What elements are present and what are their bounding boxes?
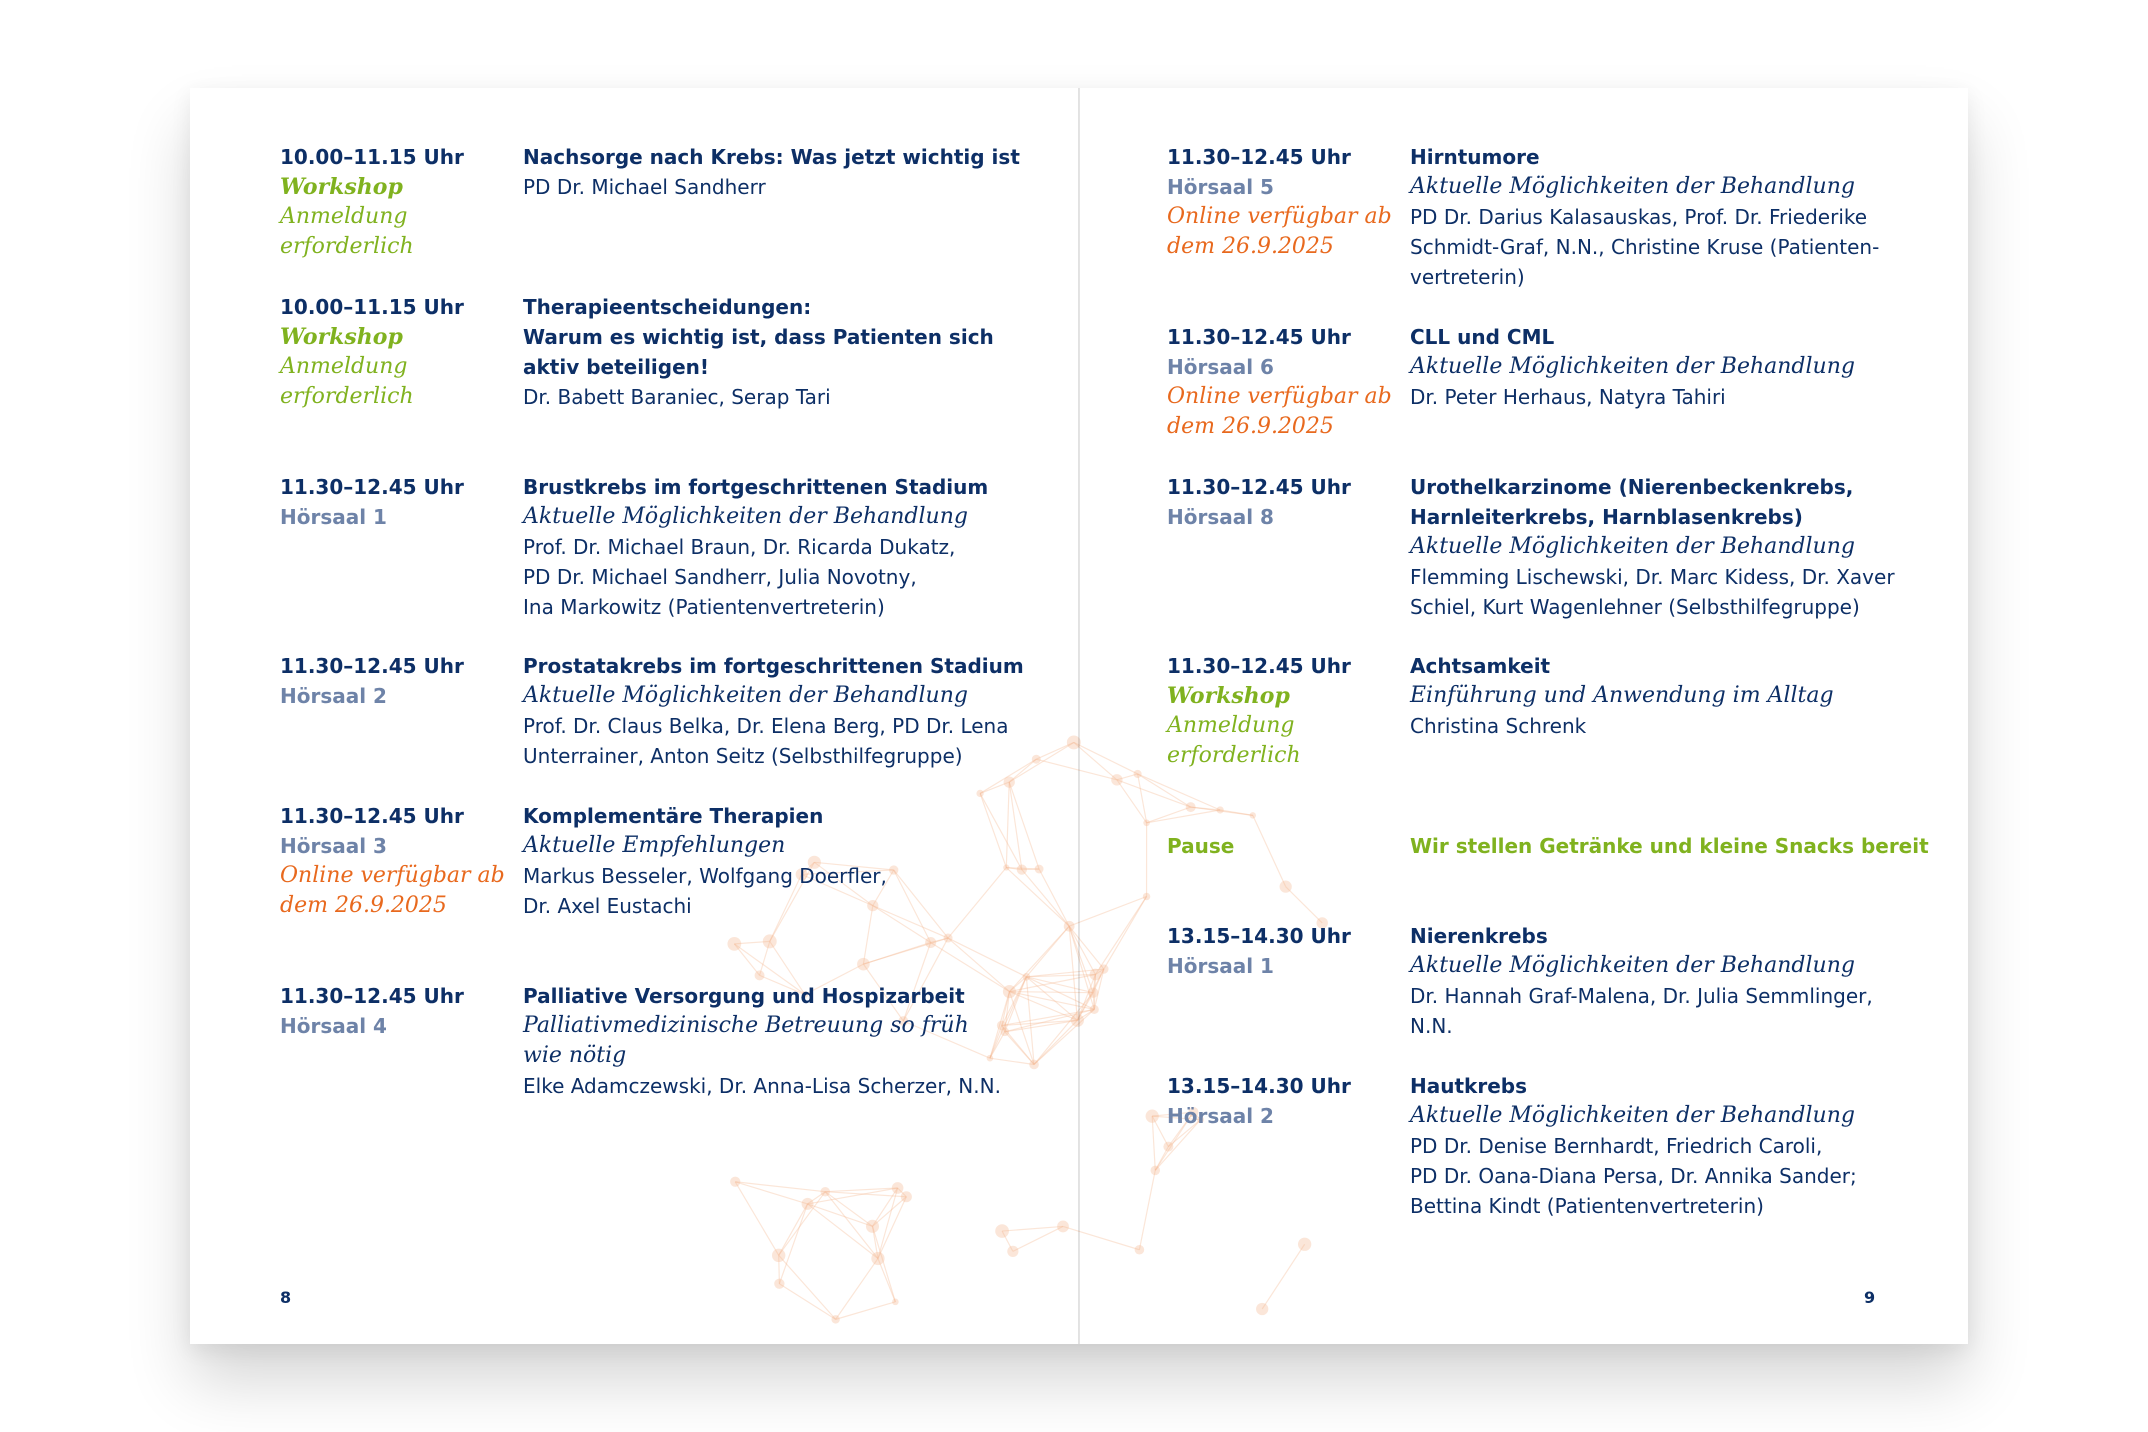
network-node (1217, 806, 1224, 813)
session-room: Hörsaal 4 (280, 1014, 387, 1038)
registration-note: erforderlich (1167, 743, 1301, 768)
network-link (1077, 974, 1095, 1020)
network-link (1026, 926, 1069, 977)
network-link (734, 944, 759, 975)
network-node (727, 937, 741, 951)
network-link (1093, 969, 1104, 993)
session-speakers: Markus Besseler, Wolfgang Doerfler, (523, 864, 887, 888)
network-node (1186, 802, 1196, 812)
entry-meta (1167, 472, 1397, 532)
session-subtitle: Palliativmedizinische Betreuung so früh (523, 1013, 969, 1038)
session-subtitle: Aktuelle Möglichkeiten der Behandlung (523, 683, 968, 708)
network-node (995, 1224, 1009, 1238)
network-link (1138, 774, 1221, 810)
network-link (1191, 807, 1253, 815)
session-speakers: PD Dr. Michael Sandherr, Julia Novotny, (523, 565, 917, 589)
registration-note: Anmeldung (1167, 713, 1295, 738)
online-availability: Online verfügbar ab (1167, 204, 1392, 229)
network-link (825, 1188, 897, 1192)
session-speakers: Dr. Babett Baraniec, Serap Tari (523, 385, 831, 409)
network-link (735, 1182, 825, 1192)
entry-details (1410, 831, 1929, 861)
session-title: Brustkrebs im fortgeschrittenen Stadium (523, 475, 989, 499)
network-link (1191, 807, 1220, 810)
online-availability: Online verfügbar ab (1167, 384, 1392, 409)
network-link (1039, 869, 1069, 926)
network-node (1099, 964, 1108, 973)
pause-label: Pause (1167, 834, 1235, 858)
network-node (1280, 881, 1292, 893)
network-node (763, 934, 777, 948)
network-node (976, 790, 983, 797)
session-speakers: PD Dr. Michael Sandherr (523, 175, 766, 199)
session-speakers: Elke Adamczewski, Dr. Anna-Lisa Scherzer, N.N. (523, 1074, 1001, 1098)
session-title: CLL und CML (1410, 325, 1555, 349)
network-link (760, 941, 770, 975)
network-link (1026, 969, 1103, 977)
network-link (1094, 974, 1095, 1009)
network-node (1007, 1246, 1018, 1257)
network-node (1135, 1245, 1145, 1255)
network-node (772, 1249, 785, 1262)
entry-meta (1167, 831, 1397, 861)
network-link (898, 1188, 907, 1197)
network-link (1069, 896, 1146, 926)
session-speakers: Bettina Kindt (Patientenvertreterin) (1410, 1194, 1764, 1218)
online-availability: dem 26.9.2025 (1167, 414, 1334, 439)
session-speakers: vertreterin) (1410, 265, 1525, 289)
network-node (871, 1252, 884, 1265)
network-node (925, 937, 936, 948)
session-title: Achtsamkeit (1410, 654, 1551, 678)
network-link (734, 941, 769, 943)
entry-details (1410, 322, 1910, 412)
network-node (1035, 865, 1044, 874)
network-link (1026, 977, 1093, 993)
network-node (1032, 755, 1041, 764)
network-link (1034, 1020, 1077, 1064)
session-time: 11.30–12.45 Uhr (280, 475, 464, 499)
network-node (1088, 987, 1098, 997)
session-type: Workshop (280, 324, 403, 350)
session-title: Warum es wichtig ist, dass Patienten sich (523, 325, 994, 349)
network-link (1026, 977, 1077, 1021)
session-title: Therapieentscheidungen: (523, 295, 812, 319)
session-speakers: Dr. Peter Herhaus, Natyra Tahiri (1410, 385, 1726, 409)
session-speakers: PD Dr. Oana-Diana Persa, Dr. Annika Sander; (1410, 1164, 1857, 1188)
session-room: Hörsaal 1 (1167, 954, 1274, 978)
brochure-spread (190, 88, 1968, 1344)
network-link (872, 1197, 906, 1227)
network-link (863, 938, 948, 964)
session-title: Hirntumore (1410, 145, 1540, 169)
entry-meta (280, 142, 510, 262)
session-subtitle: Aktuelle Möglichkeiten der Behandlung (1410, 1103, 1855, 1128)
network-node (802, 1198, 814, 1210)
network-link (808, 1204, 878, 1259)
network-link (1022, 870, 1069, 927)
center-fold (1078, 88, 1080, 1344)
network-link (872, 1226, 895, 1302)
network-link (1013, 1226, 1063, 1251)
session-subtitle: Aktuelle Möglichkeiten der Behandlung (1410, 354, 1855, 379)
network-link (1034, 993, 1093, 1065)
online-availability: dem 26.9.2025 (1167, 234, 1334, 259)
session-title: Nierenkrebs (1410, 924, 1548, 948)
session-speakers: Flemming Lischewski, Dr. Marc Kidess, Dr. Xaver (1410, 565, 1895, 589)
network-node (1134, 770, 1142, 778)
network-link (779, 1192, 826, 1256)
network-node (774, 1279, 784, 1289)
session-title: Nachsorge nach Krebs: Was jetzt wichtig ist (523, 145, 1020, 169)
session-time: 11.30–12.45 Uhr (1167, 145, 1351, 169)
session-title: Komplementäre Therapien (523, 804, 824, 828)
session-time: 11.30–12.45 Uhr (1167, 325, 1351, 349)
network-node (1064, 921, 1075, 932)
network-link (808, 1204, 873, 1226)
session-subtitle: Aktuelle Empfehlungen (523, 833, 786, 858)
network-link (779, 1204, 808, 1255)
network-link (1093, 993, 1094, 1010)
network-link (1152, 1116, 1155, 1170)
entry-meta (280, 981, 510, 1041)
session-time: 10.00–11.15 Uhr (280, 295, 464, 319)
session-subtitle: Aktuelle Möglichkeiten der Behandlung (1410, 174, 1855, 199)
page-number-right: 9 (1864, 1288, 1876, 1307)
network-link (779, 1284, 835, 1320)
network-link (1036, 759, 1117, 780)
network-node (755, 970, 765, 980)
network-node (1057, 1221, 1069, 1233)
session-type: Workshop (280, 174, 403, 200)
entry-meta (1167, 1071, 1397, 1131)
session-speakers: PD Dr. Darius Kalasauskas, Prof. Dr. Friederike (1410, 205, 1868, 229)
network-node (1150, 1166, 1160, 1176)
network-link (1069, 926, 1094, 1009)
network-link (836, 1258, 878, 1319)
pause-text: Wir stellen Getränke und kleine Snacks bereit (1410, 834, 1929, 858)
network-link (735, 1182, 778, 1256)
network-node (901, 1191, 912, 1202)
entry-meta (1167, 142, 1397, 262)
entry-details (1410, 142, 1910, 292)
session-time: 13.15–14.30 Uhr (1167, 1074, 1351, 1098)
network-node (831, 1315, 839, 1323)
network-link (1069, 926, 1104, 969)
session-speakers: Schmidt-Graf, N.N., Christine Kruse (Patienten- (1410, 235, 1880, 259)
entry-details (523, 981, 1023, 1101)
network-link (980, 782, 1009, 793)
network-link (779, 1255, 780, 1283)
network-link (825, 1192, 872, 1227)
online-availability: Online verfügbar ab (280, 863, 505, 888)
session-time: 11.30–12.45 Uhr (280, 654, 464, 678)
network-link (1138, 774, 1147, 823)
network-node (1111, 774, 1122, 785)
entry-meta (1167, 921, 1397, 981)
network-link (1147, 807, 1191, 823)
network-link (1094, 969, 1104, 1009)
network-node (1023, 973, 1031, 981)
session-title: Palliative Versorgung und Hospizarbeit (523, 984, 965, 1008)
session-subtitle: Aktuelle Möglichkeiten der Behandlung (1410, 534, 1855, 559)
network-link (1220, 810, 1253, 815)
network-link (836, 1302, 896, 1320)
entry-details (1410, 921, 1910, 1041)
network-link (735, 1182, 807, 1204)
network-link (1117, 780, 1191, 807)
session-speakers: PD Dr. Denise Bernhardt, Friedrich Caroli, (1410, 1134, 1823, 1158)
network-link (1095, 896, 1146, 974)
network-link (1063, 1226, 1139, 1249)
session-speakers: Ina Markowitz (Patientenvertreterin) (523, 595, 885, 619)
entry-meta (1167, 651, 1397, 771)
network-link (1026, 977, 1034, 1065)
network-link (1026, 977, 1094, 1010)
session-speakers: Dr. Hannah Graf-Malena, Dr. Julia Semmlinger, (1410, 984, 1873, 1008)
network-link (872, 1226, 877, 1258)
network-link (1117, 780, 1147, 823)
network-link (1069, 926, 1077, 1020)
network-link (1093, 974, 1095, 992)
session-speakers: Schiel, Kurt Wagenlehner (Selbsthilfegruppe) (1410, 595, 1860, 619)
network-link (872, 1188, 897, 1226)
session-room: Hörsaal 6 (1167, 355, 1274, 379)
page-number-left: 8 (280, 1288, 292, 1307)
session-subtitle: Aktuelle Möglichkeiten der Behandlung (523, 504, 968, 529)
network-link (1104, 896, 1147, 969)
network-node (866, 1220, 879, 1233)
network-link (825, 1192, 906, 1197)
session-speakers: Prof. Dr. Claus Belka, Dr. Elena Berg, PD Dr. Lena (523, 714, 1009, 738)
session-time: 11.30–12.45 Uhr (1167, 475, 1351, 499)
session-room: Hörsaal 2 (1167, 1104, 1274, 1128)
network-node (1090, 1005, 1099, 1014)
session-title: Urothelkarzinome (Nierenbeckenkrebs, (1410, 475, 1854, 499)
network-link (1034, 1009, 1094, 1064)
registration-note: erforderlich (280, 234, 414, 259)
session-room: Hörsaal 5 (1167, 175, 1274, 199)
network-link (1002, 1231, 1013, 1251)
session-title: aktiv beteiligen! (523, 355, 710, 379)
online-availability: dem 26.9.2025 (280, 893, 447, 918)
entry-meta (280, 472, 510, 532)
network-link (863, 942, 930, 964)
network-link (1002, 1226, 1063, 1231)
network-node (1256, 1303, 1268, 1315)
session-time: 10.00–11.15 Uhr (280, 145, 464, 169)
network-node (1143, 893, 1150, 900)
session-speakers: Prof. Dr. Michael Braun, Dr. Ricarda Dukatz, (523, 535, 956, 559)
network-link (808, 1192, 826, 1204)
network-link (878, 1258, 895, 1301)
network-node (857, 958, 870, 971)
network-link (1022, 869, 1039, 870)
registration-note: Anmeldung (280, 354, 408, 379)
network-link (1138, 774, 1191, 807)
network-link (1077, 969, 1103, 1020)
network-link (1152, 1116, 1168, 1146)
entry-details (523, 651, 1023, 771)
session-title: Prostatakrebs im fortgeschrittenen Stadium (523, 654, 1024, 678)
network-node (1090, 969, 1102, 981)
network-node (730, 1177, 740, 1187)
network-link (1069, 926, 1093, 992)
entry-details (523, 292, 1023, 412)
network-link (1026, 974, 1095, 976)
session-time: 11.30–12.45 Uhr (280, 984, 464, 1008)
entry-details (1410, 651, 1910, 741)
session-time: 11.30–12.45 Uhr (1167, 654, 1351, 678)
network-link (878, 1188, 898, 1258)
network-link (779, 1255, 836, 1319)
network-link (1095, 969, 1103, 974)
session-subtitle: Einführung und Anwendung im Alltag (1410, 683, 1834, 708)
network-node (944, 934, 953, 943)
registration-note: Anmeldung (280, 204, 408, 229)
network-node (1250, 812, 1256, 818)
session-room: Hörsaal 8 (1167, 505, 1274, 529)
session-speakers: Dr. Axel Eustachi (523, 894, 692, 918)
network-link (779, 1204, 807, 1284)
network-node (1004, 776, 1015, 787)
session-subtitle: wie nötig (523, 1043, 627, 1068)
network-link (1147, 810, 1221, 823)
network-link (878, 1197, 906, 1259)
entry-details (1410, 1071, 1910, 1221)
network-link (1286, 887, 1323, 923)
session-time: 11.30–12.45 Uhr (280, 804, 464, 828)
network-node (892, 1182, 904, 1194)
entry-meta (1167, 322, 1397, 442)
session-subtitle: Aktuelle Möglichkeiten der Behandlung (1410, 953, 1855, 978)
network-node (1143, 819, 1150, 826)
session-title: Harnleiterkrebs, Harnblasenkrebs) (1410, 505, 1803, 529)
network-node (1029, 1060, 1039, 1070)
session-speakers: Christina Schrenk (1410, 714, 1587, 738)
network-node (1298, 1238, 1311, 1251)
session-room: Hörsaal 3 (280, 834, 387, 858)
network-link (931, 938, 948, 942)
entry-details (523, 142, 1023, 202)
network-link (1139, 1170, 1155, 1249)
session-room: Hörsaal 1 (280, 505, 387, 529)
network-link (1069, 926, 1095, 974)
registration-note: erforderlich (280, 384, 414, 409)
entry-details (523, 801, 1023, 921)
network-node (892, 1299, 899, 1306)
entry-details (523, 472, 1023, 622)
network-link (825, 1192, 878, 1259)
session-speakers: Unterrainer, Anton Seitz (Selbsthilfegruppe) (523, 744, 963, 768)
entry-meta (280, 292, 510, 412)
session-type: Workshop (1167, 683, 1290, 709)
network-link (1036, 742, 1074, 759)
session-time: 13.15–14.30 Uhr (1167, 924, 1351, 948)
network-node (1146, 1110, 1159, 1123)
entry-meta (280, 651, 510, 711)
network-link (1074, 742, 1138, 773)
network-link (1117, 774, 1138, 780)
entry-meta (280, 801, 510, 921)
network-node (1163, 1142, 1173, 1152)
network-link (1262, 1244, 1304, 1309)
session-title: Hautkrebs (1410, 1074, 1527, 1098)
session-room: Hörsaal 2 (280, 684, 387, 708)
network-link (1155, 1147, 1168, 1171)
entry-details (1410, 472, 1910, 622)
session-speakers: N.N. (1410, 1014, 1453, 1038)
network-link (948, 938, 1026, 977)
network-link (808, 1188, 898, 1204)
network-node (820, 1187, 830, 1197)
network-link (1074, 742, 1117, 779)
